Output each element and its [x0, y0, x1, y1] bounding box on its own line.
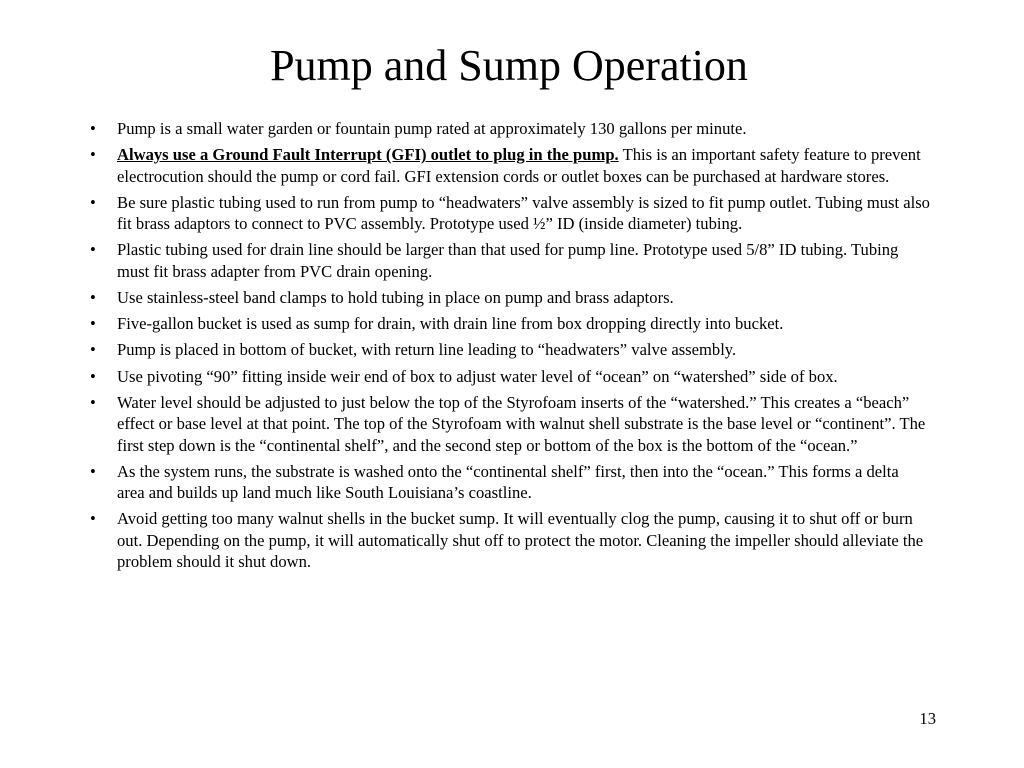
bullet-emphasis-text: Always use a Ground Fault Interrupt (GFI) outlet to plug in the pump. — [117, 145, 619, 165]
bullet-text: Water level should be adjusted to just below the top of the Styrofoam inserts of the “watershed.” This creates a “beach” effect or base level at that point. The top of the Styrofoam with walnut shell substrate is the base level or “continent”. The first step down is the “continental shelf”, and the second step or bottom of the box is the bottom of the “ocean.” — [117, 392, 926, 455]
bullet-text: Be sure plastic tubing used to run from pump to “headwaters” valve assembly is sized to fit pump outlet. Tubing must also fit brass adaptors to connect to PVC assembly. Prototype used ½” ID (inside diameter) tubing. — [117, 192, 930, 234]
bullet-item — [90, 118, 930, 139]
bullet-icon: • — [90, 192, 96, 212]
bullet-icon: • — [90, 119, 96, 138]
bullet-icon: • — [90, 392, 96, 412]
bullet-item — [90, 508, 930, 572]
bullet-item — [90, 366, 930, 387]
page-number: 13 — [919, 709, 936, 728]
bullet-icon: • — [90, 509, 96, 529]
bullet-text: Plastic tubing used for drain line should be larger than that used for pump line. Prototype used 5/8” ID tubing. Tubing must fit brass adapter from PVC drain opening. — [117, 240, 899, 281]
bullet-icon: • — [90, 366, 96, 386]
bullet-text: As the system runs, the substrate is washed onto the “continental shelf” first, then into the “ocean.” This forms a delta area and builds up land much like South Louisiana’s coastline. — [117, 461, 899, 503]
bullet-icon: • — [90, 240, 96, 260]
bullet-text: Avoid getting too many walnut shells in the bucket sump. It will eventually clog the pump, causing it to shut off or burn out. Depending on the pump, it will automatically shut off to protect the motor. Cleaning the impeller should alleviate the problem should it shut down. — [117, 509, 924, 572]
bullet-icon: • — [90, 461, 96, 481]
bullet-item — [90, 339, 930, 360]
bullet-item — [90, 392, 930, 456]
bullet-item — [90, 287, 930, 308]
bullet-item — [90, 239, 930, 282]
bullet-icon: • — [90, 340, 96, 360]
bullet-item — [90, 144, 930, 187]
bullet-item — [90, 313, 930, 334]
bullet-icon: • — [90, 314, 96, 334]
bullet-icon: • — [90, 288, 96, 308]
bullet-text: Use pivoting “90” fitting inside weir end of box to adjust water level of “ocean” on “watershed” side of box. — [117, 366, 838, 386]
bullet-item — [90, 461, 930, 504]
bullet-item — [90, 192, 930, 235]
bullet-text: Five-gallon bucket is used as sump for drain, with drain line from box dropping directly into bucket. — [117, 314, 784, 334]
bullet-text: Pump is a small water garden or fountain pump rated at approximately 130 gallons per minute. — [117, 119, 747, 138]
bullet-text: Pump is placed in bottom of bucket, with return line leading to “headwaters” valve assembly. — [117, 340, 737, 360]
bullet-text: Use stainless-steel band clamps to hold tubing in place on pump and brass adaptors. — [117, 288, 674, 308]
bullet-icon: • — [90, 145, 96, 165]
bullet-text: This is an important safety feature to prevent electrocution should the pump or cord fail. GFI extension cords or outlet boxes can be purchased at hardware stores. — [117, 145, 921, 186]
bullet-list — [90, 118, 930, 577]
slide-title: Pump and Sump Operation — [270, 41, 748, 90]
